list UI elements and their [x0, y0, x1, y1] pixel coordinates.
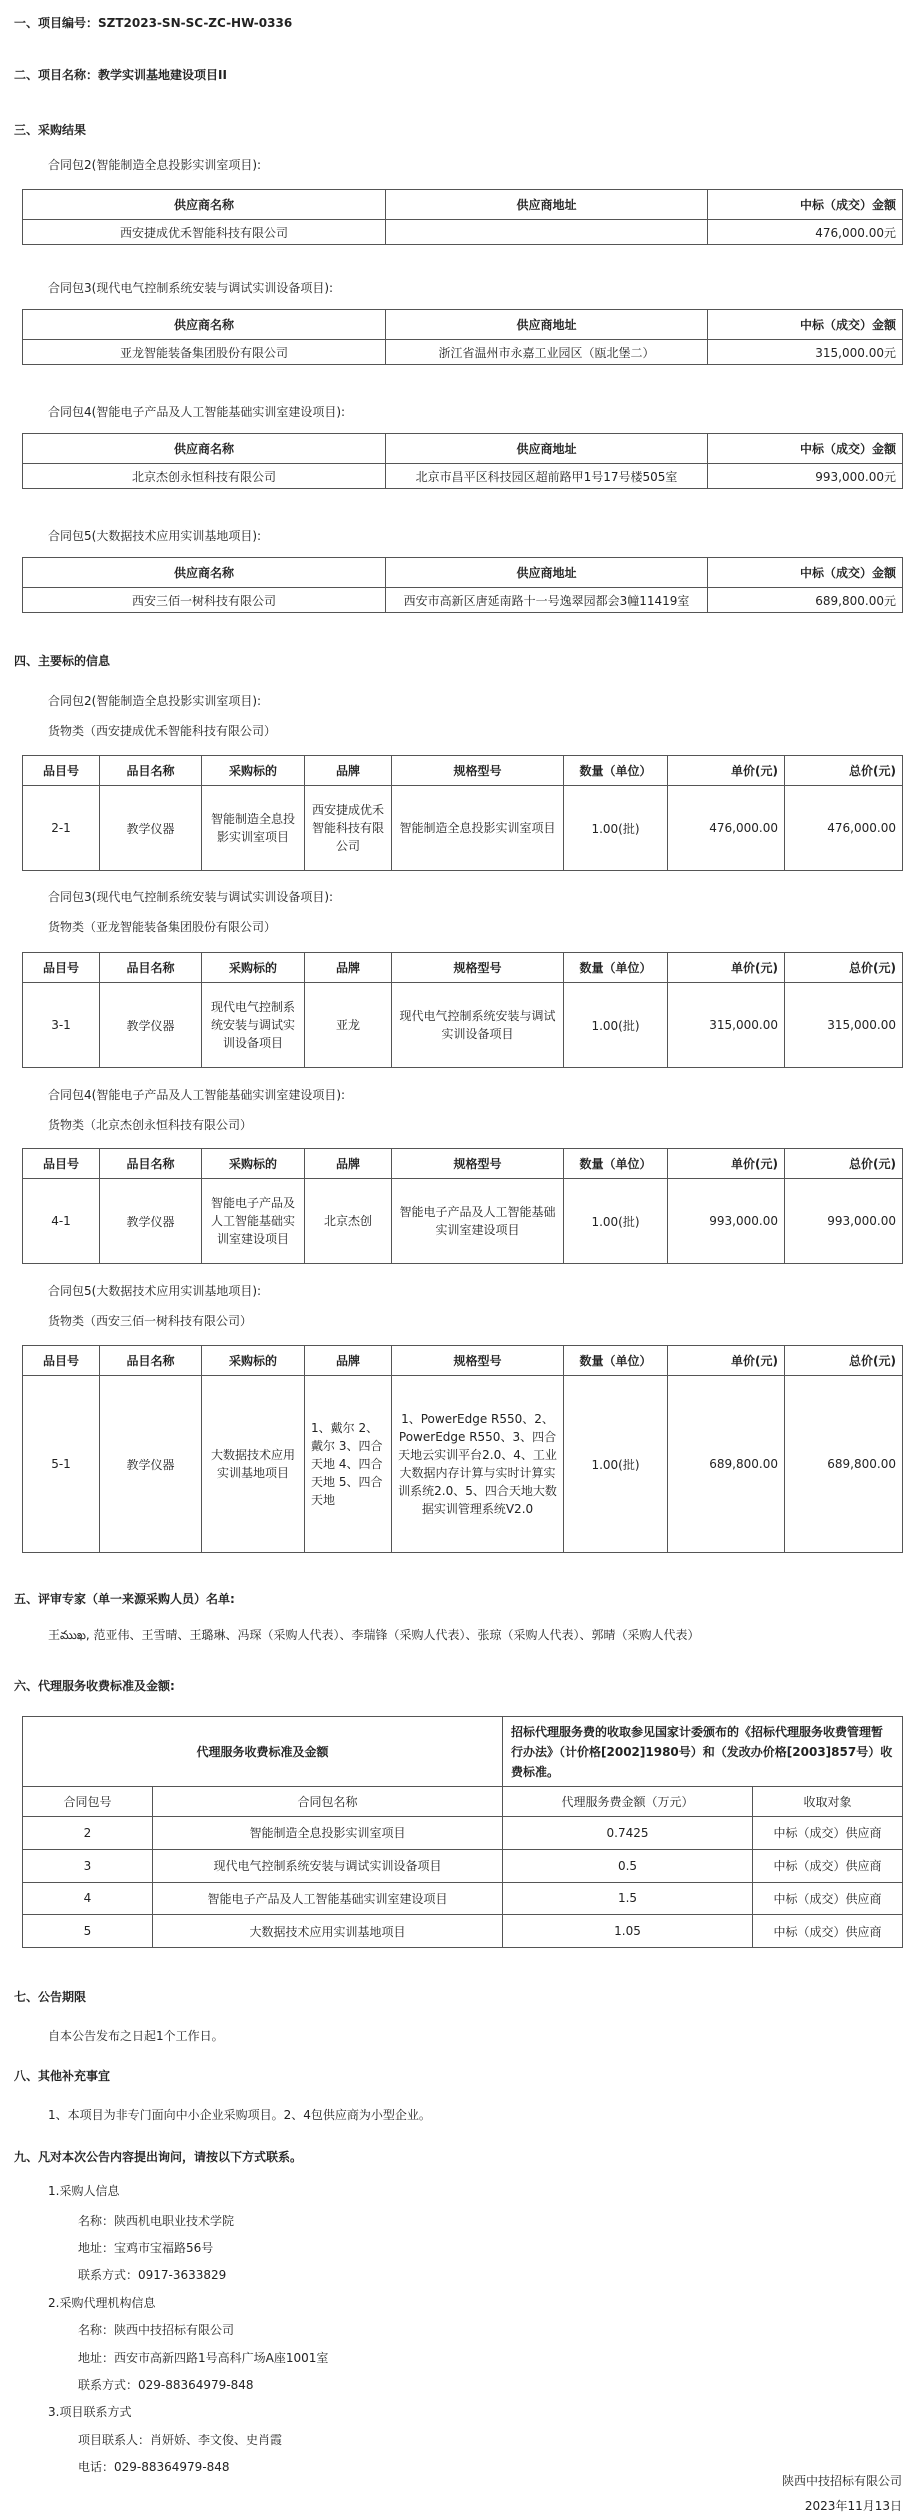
project-phone: 电话：029-88364979-848: [78, 2460, 230, 2474]
cell-spec: 智能电子产品及人工智能基础实训室建设项目: [392, 1179, 564, 1264]
th-unit-price: 单价(元): [668, 1346, 785, 1376]
s4-pack3-sub: 货物类（亚龙智能装备集团股份有限公司）: [48, 920, 277, 934]
th-total-price: 总价(元): [785, 1346, 903, 1376]
th-brand: 品牌: [305, 1149, 392, 1179]
th-supplier-addr: 供应商地址: [386, 310, 708, 340]
cell-brand: 西安捷成优禾智能科技有限公司: [305, 786, 392, 871]
cell-unit-price: 993,000.00: [668, 1179, 785, 1264]
cell-item-name: 教学仪器: [100, 983, 202, 1068]
th-unit-price: 单价(元): [668, 756, 785, 786]
cell-payer: 中标（成交）供应商: [753, 1915, 903, 1948]
agency-name: 名称：陕西中技招标有限公司: [78, 2323, 235, 2337]
table-row: [23, 1882, 903, 1915]
section-4-title: 四、主要标的信息: [14, 654, 111, 668]
project-contacts: 项目联系人：肖妍娇、李文俊、史肖霞: [78, 2433, 283, 2447]
cell-fee-amount: 0.7425: [503, 1817, 753, 1850]
cell-pack-no: 5: [23, 1915, 153, 1948]
s4-pack4-sub: 货物类（北京杰创永恒科技有限公司）: [48, 1118, 253, 1132]
agency-info-title: 2.采购代理机构信息: [48, 2296, 156, 2310]
cell-unit-price: 689,800.00: [668, 1376, 785, 1553]
agency-address: 地址：西安市高新四路1号高科广场A座1001室: [78, 2351, 329, 2365]
cell-pack-name: 大数据技术应用实训基地项目: [153, 1915, 503, 1948]
section-9-title: 九、凡对本次公告内容提出询问，请按以下方式联系。: [14, 2150, 303, 2164]
th-brand: 品牌: [305, 756, 392, 786]
cell-supplier-addr: [386, 220, 708, 245]
cell-supplier-addr: 北京市昌平区科技园区超前路甲1号17号楼505室: [386, 464, 708, 489]
agency-fee-table: [22, 1716, 903, 1948]
th-subject: 采购标的: [202, 953, 305, 983]
cell-fee-amount: 1.5: [503, 1882, 753, 1915]
th-pack-no: 合同包号: [23, 1787, 153, 1817]
project-contact-title: 3.项目联系方式: [48, 2405, 132, 2419]
cell-item-no: 5-1: [23, 1376, 100, 1553]
cell-pack-no: 4: [23, 1882, 153, 1915]
section-3-title: 三、采购结果: [14, 123, 87, 137]
s4-pack2-label: 合同包2(智能制造全息投影实训室项目):: [48, 694, 262, 708]
purchaser-info-title: 1.采购人信息: [48, 2184, 120, 2198]
th-supplier-name: 供应商名称: [23, 190, 386, 220]
cell-unit-price: 315,000.00: [668, 983, 785, 1068]
cell-pack-no: 2: [23, 1817, 153, 1850]
experts-list: 王ముఖ, 范亚伟、王雪晴、王璐琳、冯琛（采购人代表）、李瑞锋（采购人代表）、张琼（采购人代表）、郭晴（采购人代表）: [48, 1628, 700, 1642]
s4-pack2-table: [22, 755, 903, 871]
cell-brand: 北京杰创: [305, 1179, 392, 1264]
s4-pack2-sub: 货物类（西安捷成优禾智能科技有限公司）: [48, 724, 277, 738]
purchaser-address: 地址：宝鸡市宝福路56号: [78, 2241, 214, 2255]
section-6-title: 六、代理服务收费标准及金额:: [14, 1679, 175, 1693]
cell-qty: 1.00(批): [564, 1376, 668, 1553]
table-row: [23, 1817, 903, 1850]
th-qty: 数量（单位）: [564, 953, 668, 983]
agency-contact: 联系方式：029-88364979-848: [78, 2378, 254, 2392]
th-pack-name: 合同包名称: [153, 1787, 503, 1817]
cell-supplier-name: 西安三佰一树科技有限公司: [23, 588, 386, 613]
th-qty: 数量（单位）: [564, 1149, 668, 1179]
cell-total-price: 993,000.00: [785, 1179, 903, 1264]
cell-item-name: 教学仪器: [100, 786, 202, 871]
th-qty: 数量（单位）: [564, 1346, 668, 1376]
cell-unit-price: 476,000.00: [668, 786, 785, 871]
th-spec: 规格型号: [392, 953, 564, 983]
cell-qty: 1.00(批): [564, 1179, 668, 1264]
s3-pack2-table: [22, 189, 903, 245]
th-item-name: 品目名称: [100, 756, 202, 786]
th-item-no: 品目号: [23, 1149, 100, 1179]
th-item-name: 品目名称: [100, 1149, 202, 1179]
s3-pack2-label: 合同包2(智能制造全息投影实训室项目):: [48, 158, 262, 172]
section-5-title: 五、评审专家（单一来源采购人员）名单:: [14, 1592, 235, 1606]
cell-total-price: 315,000.00: [785, 983, 903, 1068]
cell-item-no: 4-1: [23, 1179, 100, 1264]
cell-spec: 1、PowerEdge R550、2、PowerEdge R550、3、四合天地云实训平台2.0、4、工业大数据内存计算与实时计算实训系统2.0、5、四合天地大数据实训管理系统V2.0: [392, 1376, 564, 1553]
footer-date: 2023年11月13日: [804, 2499, 902, 2513]
cell-payer: 中标（成交）供应商: [753, 1882, 903, 1915]
th-brand: 品牌: [305, 953, 392, 983]
th-subject: 采购标的: [202, 756, 305, 786]
th-item-no: 品目号: [23, 756, 100, 786]
cell-supplier-addr: 西安市高新区唐延南路十一号逸翠园都会3幢11419室: [386, 588, 708, 613]
cell-pack-name: 智能电子产品及人工智能基础实训室建设项目: [153, 1882, 503, 1915]
th-spec: 规格型号: [392, 1346, 564, 1376]
s4-pack5-sub: 货物类（西安三佰一树科技有限公司）: [48, 1314, 253, 1328]
th-item-name: 品目名称: [100, 1346, 202, 1376]
cell-total-price: 476,000.00: [785, 786, 903, 871]
th-payer: 收取对象: [753, 1787, 903, 1817]
cell-item-no: 3-1: [23, 983, 100, 1068]
th-amount: 中标（成交）金额: [708, 558, 903, 588]
th-total-price: 总价(元): [785, 756, 903, 786]
th-subject: 采购标的: [202, 1149, 305, 1179]
th-supplier-name: 供应商名称: [23, 558, 386, 588]
th-supplier-addr: 供应商地址: [386, 558, 708, 588]
th-subject: 采购标的: [202, 1346, 305, 1376]
th-total-price: 总价(元): [785, 1149, 903, 1179]
cell-fee-amount: 0.5: [503, 1849, 753, 1882]
th-supplier-addr: 供应商地址: [386, 434, 708, 464]
cell-subject: 大数据技术应用实训基地项目: [202, 1376, 305, 1553]
cell-fee-amount: 1.05: [503, 1915, 753, 1948]
section-7-title: 七、公告期限: [14, 1990, 87, 2004]
s3-pack5-label: 合同包5(大数据技术应用实训基地项目):: [48, 529, 262, 543]
fee-head-right: 招标代理服务费的收取参见国家计委颁布的《招标代理服务收费管理暂行办法》（计价格[2002]1980号）和（发改办价格[2003]857号）收费标准。: [503, 1717, 903, 1787]
cell-pack-no: 3: [23, 1849, 153, 1882]
th-unit-price: 单价(元): [668, 1149, 785, 1179]
footer-org: 陕西中技招标有限公司: [781, 2474, 902, 2488]
th-spec: 规格型号: [392, 756, 564, 786]
s3-pack5-table: [22, 557, 903, 613]
cell-subject: 智能制造全息投影实训室项目: [202, 786, 305, 871]
cell-subject: 现代电气控制系统安装与调试实训设备项目: [202, 983, 305, 1068]
th-brand: 品牌: [305, 1346, 392, 1376]
s4-pack5-table: [22, 1345, 903, 1553]
s3-pack3-table: [22, 309, 903, 365]
cell-pack-name: 现代电气控制系统安装与调试实训设备项目: [153, 1849, 503, 1882]
th-amount: 中标（成交）金额: [708, 434, 903, 464]
th-total-price: 总价(元): [785, 953, 903, 983]
cell-qty: 1.00(批): [564, 786, 668, 871]
s4-pack3-label: 合同包3(现代电气控制系统安装与调试实训设备项目):: [48, 890, 334, 904]
s3-pack4-label: 合同包4(智能电子产品及人工智能基础实训室建设项目):: [48, 405, 346, 419]
supplement-text: 1、本项目为非专门面向中小企业采购项目。2、4包供应商为小型企业。: [48, 2108, 431, 2122]
s4-pack3-table: [22, 952, 903, 1068]
s4-pack5-label: 合同包5(大数据技术应用实训基地项目):: [48, 1284, 262, 1298]
cell-spec: 现代电气控制系统安装与调试实训设备项目: [392, 983, 564, 1068]
cell-pack-name: 智能制造全息投影实训室项目: [153, 1817, 503, 1850]
purchaser-name: 名称：陕西机电职业技术学院: [78, 2214, 235, 2228]
th-supplier-name: 供应商名称: [23, 310, 386, 340]
th-qty: 数量（单位）: [564, 756, 668, 786]
th-item-no: 品目号: [23, 953, 100, 983]
cell-brand: 1、戴尔 2、戴尔 3、四合天地 4、四合天地 5、四合天地: [305, 1376, 392, 1553]
project-number: 一、项目编号：SZT2023-SN-SC-ZC-HW-0336: [14, 16, 293, 30]
s4-pack4-label: 合同包4(智能电子产品及人工智能基础实训室建设项目):: [48, 1088, 346, 1102]
cell-qty: 1.00(批): [564, 983, 668, 1068]
th-fee-amount: 代理服务费金额（万元）: [503, 1787, 753, 1817]
cell-amount: 315,000.00元: [708, 340, 903, 365]
cell-item-name: 教学仪器: [100, 1376, 202, 1553]
notice-period-text: 自本公告发布之日起1个工作日。: [48, 2029, 224, 2043]
th-item-no: 品目号: [23, 1346, 100, 1376]
cell-payer: 中标（成交）供应商: [753, 1817, 903, 1850]
table-row: [23, 1915, 903, 1948]
th-amount: 中标（成交）金额: [708, 310, 903, 340]
cell-subject: 智能电子产品及人工智能基础实训室建设项目: [202, 1179, 305, 1264]
s4-pack4-table: [22, 1148, 903, 1264]
s3-pack4-table: [22, 433, 903, 489]
cell-brand: 亚龙: [305, 983, 392, 1068]
cell-supplier-name: 西安捷成优禾智能科技有限公司: [23, 220, 386, 245]
th-amount: 中标（成交）金额: [708, 190, 903, 220]
cell-item-no: 2-1: [23, 786, 100, 871]
cell-total-price: 689,800.00: [785, 1376, 903, 1553]
s3-pack3-label: 合同包3(现代电气控制系统安装与调试实训设备项目):: [48, 281, 334, 295]
cell-supplier-name: 北京杰创永恒科技有限公司: [23, 464, 386, 489]
th-unit-price: 单价(元): [668, 953, 785, 983]
th-supplier-name: 供应商名称: [23, 434, 386, 464]
cell-supplier-name: 亚龙智能装备集团股份有限公司: [23, 340, 386, 365]
project-name: 二、项目名称：教学实训基地建设项目II: [14, 68, 227, 82]
cell-payer: 中标（成交）供应商: [753, 1849, 903, 1882]
purchaser-contact: 联系方式：0917-3633829: [78, 2268, 227, 2282]
th-item-name: 品目名称: [100, 953, 202, 983]
cell-amount: 476,000.00元: [708, 220, 903, 245]
fee-head-left: 代理服务收费标准及金额: [23, 1717, 503, 1787]
cell-supplier-addr: 浙江省温州市永嘉工业园区（瓯北堡二）: [386, 340, 708, 365]
cell-amount: 993,000.00元: [708, 464, 903, 489]
table-row: [23, 1849, 903, 1882]
cell-spec: 智能制造全息投影实训室项目: [392, 786, 564, 871]
section-8-title: 八、其他补充事宜: [14, 2069, 111, 2083]
th-spec: 规格型号: [392, 1149, 564, 1179]
th-supplier-addr: 供应商地址: [386, 190, 708, 220]
cell-item-name: 教学仪器: [100, 1179, 202, 1264]
cell-amount: 689,800.00元: [708, 588, 903, 613]
